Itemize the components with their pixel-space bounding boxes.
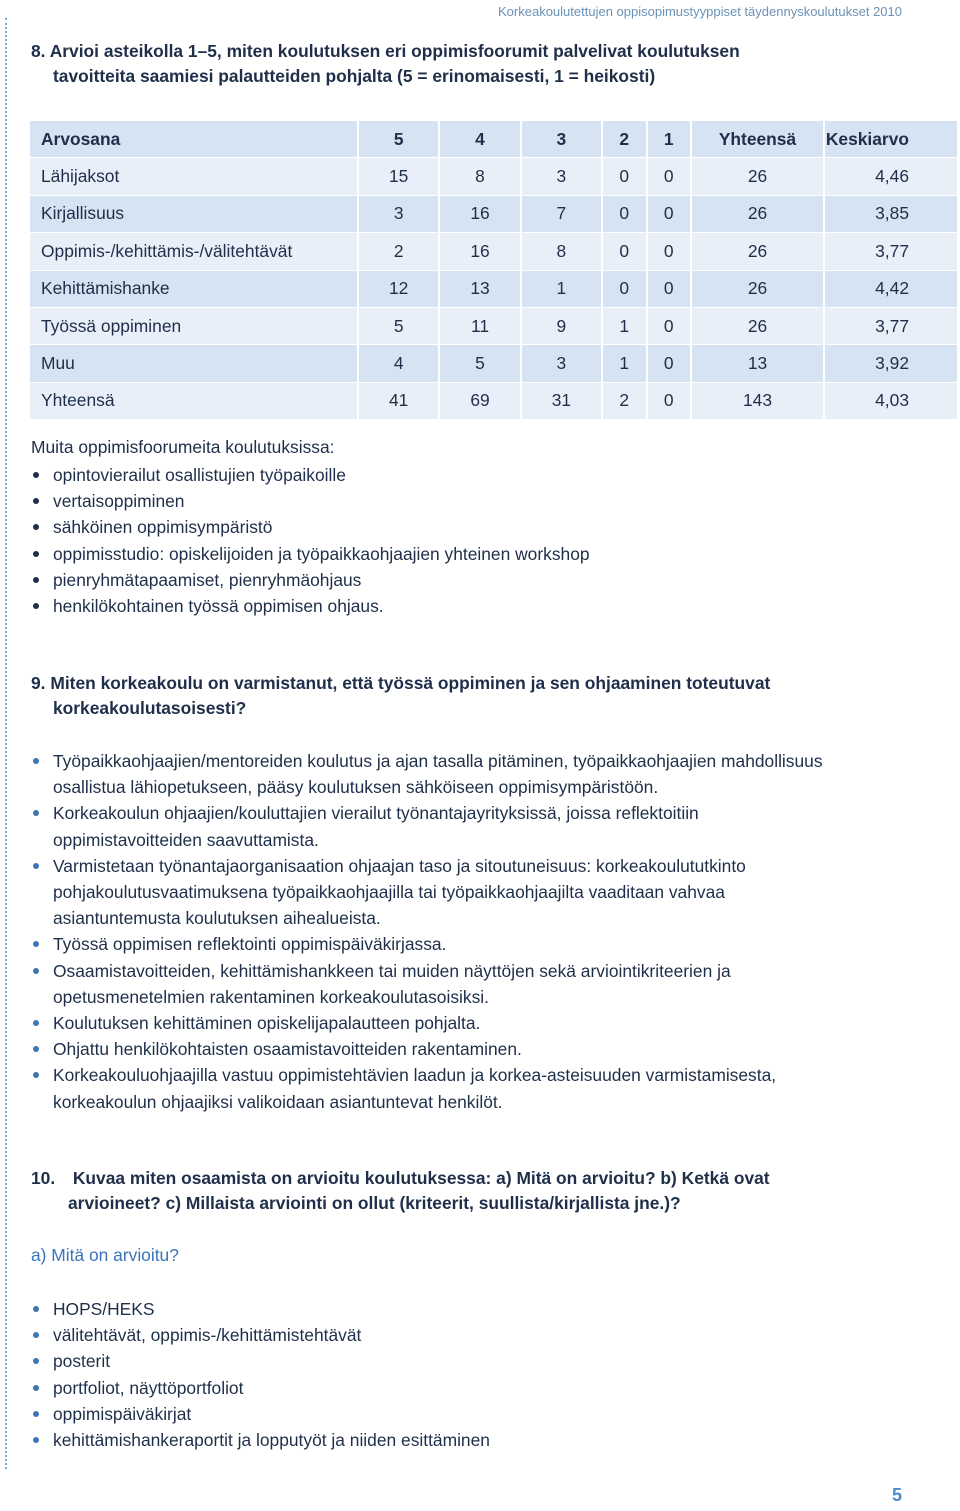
table-header-cell: Yhteensä <box>692 121 825 158</box>
list-item: sähköinen oppimisympäristö <box>31 514 891 540</box>
subheading-a: a) Mitä on arvioitu? <box>31 1245 179 1265</box>
list-item: pienryhmätapaamiset, pienryhmäohjaus <box>31 567 891 593</box>
table-cell: Oppimis-/kehittämis-/välitehtävät <box>30 233 359 270</box>
table-cell: 3,77 <box>825 233 957 270</box>
table-cell: 26 <box>692 271 825 308</box>
question-title-line2: korkeakoulutasoisesti? <box>53 698 247 718</box>
table-row <box>30 271 957 308</box>
note-title: Muita oppimisfoorumeita koulutuksissa: <box>31 437 335 457</box>
list-item: Työpaikkaohjaajien/mentoreiden koulutus ja ajan tasalla pitäminen, työpaikkaohjaajien mahdollisuus osallistua lähiopetukseen, pääsy koulutuksen sähköiseen oppimisympäristöön. <box>31 748 851 800</box>
table-cell: 3 <box>522 158 603 195</box>
table-cell: 2 <box>359 233 440 270</box>
table-cell: 0 <box>603 196 647 233</box>
list-item: Varmistetaan työnantajaorganisaation ohjaajan taso ja sitoutuneisuus: korkeakoulututkinto pohjakoulutusvaatimuksena työpaikkaohjaajilla tai työpaikkaohjaajilta vaaditaan vahvaa asiantuntemusta koulutuksen aihealueista. <box>31 853 851 932</box>
list-item: portfoliot, näyttöportfoliot <box>31 1375 731 1401</box>
table-cell: 3 <box>359 196 440 233</box>
list-item: Ohjattu henkilökohtaisten osaamistavoitteiden rakentaminen. <box>31 1036 851 1062</box>
table-cell: 8 <box>522 233 603 270</box>
table-cell: Yhteensä <box>30 383 359 420</box>
table-cell: 3,85 <box>825 196 957 233</box>
table-cell: 5 <box>440 345 521 382</box>
table-cell: 0 <box>648 308 693 345</box>
table-cell: 13 <box>440 271 521 308</box>
question-title-line2: tavoitteita saamiesi palautteiden pohjalta (5 = erinomaisesti, 1 = heikosti) <box>53 66 656 86</box>
table-header-cell: Arvosana <box>30 121 359 158</box>
table-header-row <box>30 121 957 158</box>
table-cell: 4 <box>359 345 440 382</box>
table-cell: 0 <box>603 233 647 270</box>
table-row <box>30 383 957 420</box>
table-cell: 5 <box>359 308 440 345</box>
table-cell: 143 <box>692 383 825 420</box>
list-item: Koulutuksen kehittäminen opiskelijapalautteen pohjalta. <box>31 1010 851 1036</box>
table-header-cell: 5 <box>359 121 440 158</box>
table-cell: 0 <box>648 233 693 270</box>
list-item: oppimispäiväkirjat <box>31 1401 731 1427</box>
table-cell: Työssä oppiminen <box>30 308 359 345</box>
assessed-items-list <box>31 1296 731 1453</box>
table-cell: 3 <box>522 345 603 382</box>
table-cell: 3,77 <box>825 308 957 345</box>
table-row <box>30 233 957 270</box>
table-header-cell: 4 <box>440 121 521 158</box>
table-cell: 41 <box>359 383 440 420</box>
table-cell: 69 <box>440 383 521 420</box>
question-10-title <box>31 1166 911 1216</box>
grades-table <box>30 121 957 420</box>
list-item: HOPS/HEKS <box>31 1296 731 1322</box>
table-header-cell: 2 <box>603 121 647 158</box>
table-cell: 1 <box>603 345 647 382</box>
list-item: Työssä oppimisen reflektointi oppimispäiväkirjassa. <box>31 931 851 957</box>
table-cell: 13 <box>692 345 825 382</box>
running-header: Korkeakoulutettujen oppisopimustyyppiset täydennyskoulutukset 2010 <box>498 4 902 19</box>
table-cell: 2 <box>603 383 647 420</box>
table-row <box>30 158 957 195</box>
table-header-cell: Keskiarvo <box>825 121 957 158</box>
list-item: välitehtävät, oppimis-/kehittämistehtävät <box>31 1322 731 1348</box>
table-cell: 0 <box>648 196 693 233</box>
page-number: 5 <box>891 1485 902 1505</box>
question-8-title <box>31 39 911 89</box>
table-cell: 0 <box>603 158 647 195</box>
table-row <box>30 345 957 382</box>
table-cell: 26 <box>692 158 825 195</box>
list-item: vertaisoppiminen <box>31 488 891 514</box>
table-row <box>30 196 957 233</box>
table-cell: 0 <box>648 383 693 420</box>
table-cell: 7 <box>522 196 603 233</box>
table-cell: 8 <box>440 158 521 195</box>
list-item: kehittämishankeraportit ja lopputyöt ja niiden esittäminen <box>31 1427 731 1453</box>
table-cell: 4,03 <box>825 383 957 420</box>
question-9-title <box>31 671 911 721</box>
list-item: henkilökohtainen työssä oppimisen ohjaus. <box>31 593 891 619</box>
question-title-line1: Arvioi asteikolla 1–5, miten koulutuksen eri oppimisfoorumit palvelivat koulutuksen <box>49 41 740 61</box>
table-cell: 0 <box>648 158 693 195</box>
table-cell: 15 <box>359 158 440 195</box>
list-item: oppimisstudio: opiskelijoiden ja työpaikkaohjaajien yhteinen workshop <box>31 541 891 567</box>
list-item: posterit <box>31 1348 731 1374</box>
table-cell: Kirjallisuus <box>30 196 359 233</box>
question-title-line1: Kuvaa miten osaamista on arvioitu koulutuksessa: a) Mitä on arvioitu? b) Ketkä ovat <box>72 1168 770 1188</box>
list-item: Osaamistavoitteiden, kehittämishankkeen tai muiden näyttöjen sekä arviointikriteerien ja opetusmenetelmien rakentaminen korkeakoulutasoisiksi. <box>31 958 851 1010</box>
list-item: opintovierailut osallistujien työpaikoille <box>31 462 891 488</box>
table-cell: Muu <box>30 345 359 382</box>
table-cell: 0 <box>603 271 647 308</box>
table-cell: 31 <box>522 383 603 420</box>
table-cell: 16 <box>440 233 521 270</box>
question-number: 9. <box>31 673 46 693</box>
table-cell: 26 <box>692 308 825 345</box>
table-cell: 1 <box>522 271 603 308</box>
table-cell: 0 <box>648 271 693 308</box>
table-cell: Kehittämishanke <box>30 271 359 308</box>
list-item: Korkeakoulun ohjaajien/kouluttajien vierailut työnantajayrityksissä, joissa reflektoitiin oppimistavoitteiden saavuttamista. <box>31 800 851 852</box>
question-title-line2: arvioineet? c) Millaista arviointi on ollut (kriteerit, suullista/kirjallista jne.)? <box>68 1193 681 1213</box>
other-forums-list <box>31 462 891 619</box>
table-cell: 4,42 <box>825 271 957 308</box>
table-header-cell: 1 <box>648 121 693 158</box>
table-cell: 26 <box>692 233 825 270</box>
table-header-cell: 3 <box>522 121 603 158</box>
table-cell: 3,92 <box>825 345 957 382</box>
list-item: Korkeakouluohjaajilla vastuu oppimistehtävien laadun ja korkea-asteisuuden varmistamisesta, korkeakoulun ohjaajiksi valikoidaan asiantuntevat henkilöt. <box>31 1062 851 1114</box>
question-title-line1: Miten korkeakoulu on varmistanut, että työssä oppiminen ja sen ohjaaminen toteutuvat <box>50 673 771 693</box>
table-cell: 1 <box>603 308 647 345</box>
table-cell: 9 <box>522 308 603 345</box>
margin-dotted-line <box>5 18 7 1469</box>
question-number: 8. <box>31 41 46 61</box>
table-cell: 4,46 <box>825 158 957 195</box>
table-cell: 26 <box>692 196 825 233</box>
table-row <box>30 308 957 345</box>
question-number: 10. <box>31 1168 56 1188</box>
table-cell: 11 <box>440 308 521 345</box>
quality-assurance-list <box>31 748 851 1115</box>
table-cell: Lähijaksot <box>30 158 359 195</box>
table-cell: 16 <box>440 196 521 233</box>
table-cell: 12 <box>359 271 440 308</box>
table-cell: 0 <box>648 345 693 382</box>
